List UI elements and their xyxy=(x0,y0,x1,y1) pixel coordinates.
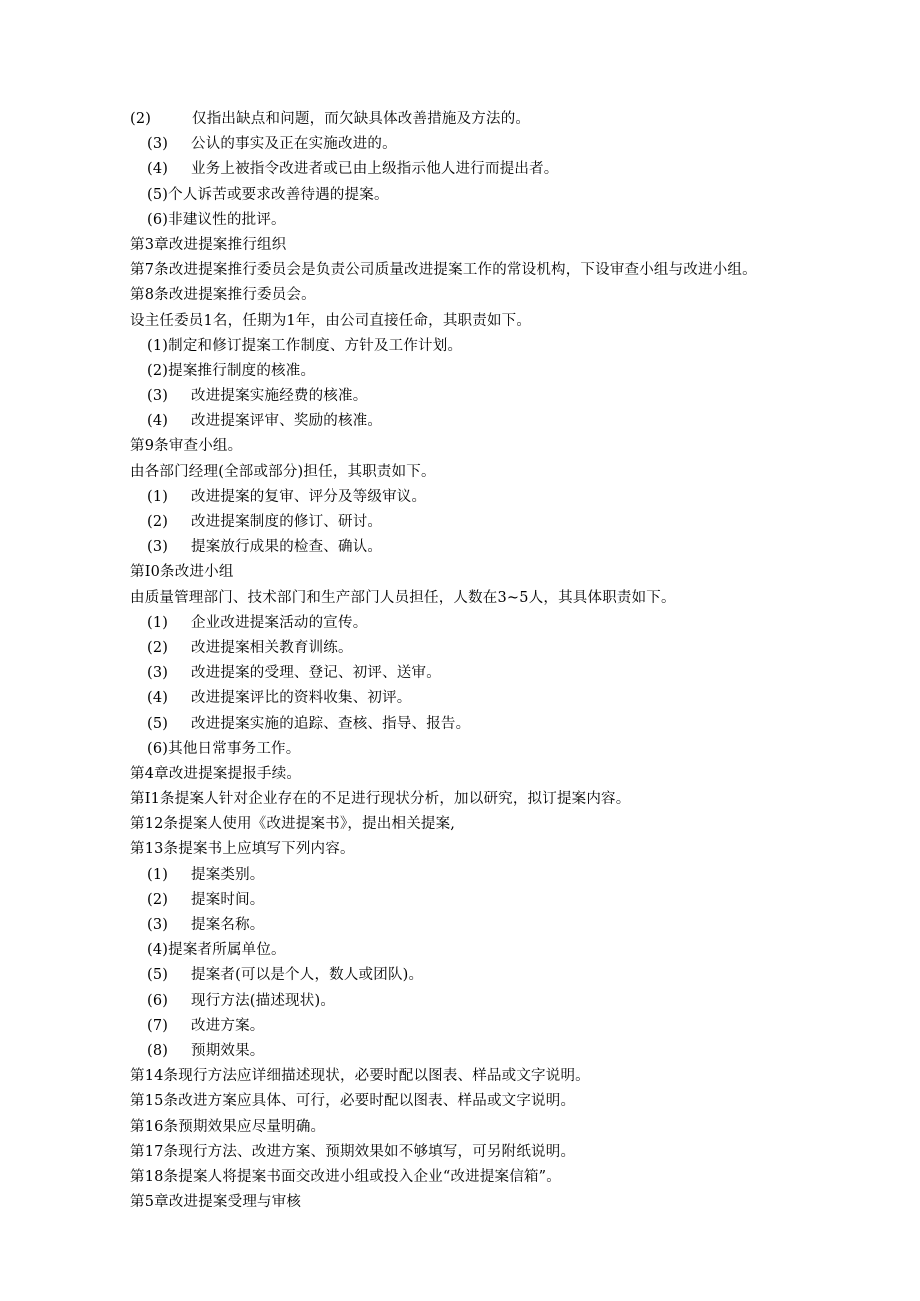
article-18: 第18条提案人将提案书面交改进小组或投入企业“改进提案信箱”。 xyxy=(130,1168,561,1185)
article-17: 第17条现行方法、改进方案、预期效果如不够填写，可另附纸说明。 xyxy=(130,1143,576,1160)
list-number: (2) xyxy=(147,891,169,908)
list-number: (3) xyxy=(147,665,169,682)
list-text: 预期效果。 xyxy=(191,1042,265,1059)
list-item-2 xyxy=(130,636,890,661)
list-number: (7) xyxy=(147,1017,169,1034)
list-text: 业务上被指令改进者或已由上级指示他人进行而提出者。 xyxy=(191,161,559,178)
list-item-3 xyxy=(130,384,890,409)
article-14: 第14条现行方法应详细描述现状，必要时配以图表、样品或文字说明。 xyxy=(130,1068,590,1085)
article-11: 第I1条提案人针对企业存在的不足进行现状分析，加以研究，拟订提案内容。 xyxy=(130,791,631,808)
list-text: 改进提案相关教育训练。 xyxy=(191,639,353,656)
list-number: (3) xyxy=(147,388,169,405)
list-number: (1) xyxy=(147,866,169,883)
list-text: 改进提案评审、奖励的核准。 xyxy=(191,413,383,430)
list-item-1: (1)制定和修订提案工作制度、方针及工作计划。 xyxy=(147,337,463,354)
list-text: 提案类别。 xyxy=(191,866,265,883)
list-number: (3) xyxy=(147,917,169,933)
article-9: 第9条审查小组。 xyxy=(130,438,243,455)
list-number: (3) xyxy=(147,539,169,556)
article-13: 第13条提案书上应填写下列内容。 xyxy=(130,841,355,858)
list-item-5: (5)个人诉苦或要求改善待遇的提案。 xyxy=(147,186,389,203)
list-item-3 xyxy=(130,913,890,938)
list-number: (5) xyxy=(147,967,169,984)
list-item-1 xyxy=(130,611,890,636)
list-item-2 xyxy=(130,107,890,132)
article-15: 第15条改进方案应具体、可行，必要时配以图表、样品或文字说明。 xyxy=(130,1093,576,1110)
chapter-3-heading: 第3章改进提案推行组织 xyxy=(130,236,287,253)
list-number: (1) xyxy=(147,488,169,505)
list-item-7 xyxy=(130,1014,890,1039)
list-number: (1) xyxy=(147,614,169,631)
list-number: (4) xyxy=(147,161,169,178)
list-text: 改进提案的复审、评分及等级审议。 xyxy=(191,488,427,505)
list-item-5 xyxy=(130,712,890,737)
list-number: (5) xyxy=(147,715,169,732)
list-text: 企业改进提案活动的宣传。 xyxy=(191,614,368,631)
list-item-4: (4)提案者所属单位。 xyxy=(147,942,286,959)
list-item-1 xyxy=(130,485,890,510)
list-item-2: (2)提案推行制度的核准。 xyxy=(147,362,316,379)
article-7: 第7条改进提案推行委员会是负责公司质量改进提案工作的常设机构，下设审查小组与改进小组。 xyxy=(130,262,757,279)
list-item-4 xyxy=(130,686,890,711)
list-item-6: (6)非建议性的批评。 xyxy=(147,211,286,228)
paragraph-improvement-group: 由质量管理部门、技术部门和生产部门人员担任，人数在3~5人，其具体职责如下。 xyxy=(130,589,676,606)
list-item-6 xyxy=(130,989,890,1014)
list-number: (2) xyxy=(130,111,152,127)
list-text: 改进提案制度的修订、研讨。 xyxy=(191,514,383,530)
list-text: 提案名称。 xyxy=(191,917,265,933)
list-item-1 xyxy=(130,863,890,888)
list-item-3 xyxy=(130,132,890,157)
list-text: 提案时间。 xyxy=(191,891,265,908)
list-number: (8) xyxy=(147,1042,169,1059)
list-item-2 xyxy=(130,510,890,535)
article-16: 第16条预期效果应尽量明确。 xyxy=(130,1118,326,1135)
article-8: 第8条改进提案推行委员会。 xyxy=(130,287,316,304)
list-text: 改进提案实施经费的核准。 xyxy=(191,388,368,405)
list-item-3 xyxy=(130,535,890,560)
list-item-5 xyxy=(130,963,890,988)
list-number: (6) xyxy=(147,992,169,1009)
list-number: (3) xyxy=(147,136,169,153)
list-item-3 xyxy=(130,661,890,686)
list-item-4 xyxy=(130,409,890,434)
list-number: (2) xyxy=(147,514,169,530)
paragraph-review-group: 由各部门经理(全部或部分)担任，其职责如下。 xyxy=(130,463,436,480)
list-text: 现行方法(描述现状)。 xyxy=(191,992,336,1009)
list-text: 改进提案评比的资料收集、初评。 xyxy=(191,690,412,707)
paragraph-chair: 设主任委员1名，任期为1年，由公司直接任命，其职责如下。 xyxy=(130,312,532,329)
chapter-4-heading: 第4章改进提案提报手续。 xyxy=(130,765,302,782)
document-body xyxy=(130,107,890,1215)
list-item-4 xyxy=(130,157,890,182)
list-text: 提案放行成果的检查、确认。 xyxy=(191,539,383,556)
list-item-2 xyxy=(130,888,890,913)
list-text: 公认的事实及正在实施改进的。 xyxy=(191,136,397,153)
list-text: 改进提案实施的追踪、查核、指导、报告。 xyxy=(191,715,471,732)
list-text: 提案者(可以是个人，数人或团队)。 xyxy=(191,967,424,984)
list-text: 改进方案。 xyxy=(191,1017,265,1034)
list-item-6: (6)其他日常事务工作。 xyxy=(147,740,301,757)
list-text: 改进提案的受理、登记、初评、送审。 xyxy=(191,665,441,682)
list-number: (2) xyxy=(147,639,169,656)
list-text: 仅指出缺点和问题，而欠缺具体改善措施及方法的。 xyxy=(192,111,531,127)
article-12: 第12条提案人使用《改进提案书》，提出相关提案, xyxy=(130,816,456,833)
chapter-5-heading: 第5章改进提案受理与审核 xyxy=(130,1194,302,1211)
list-number: (4) xyxy=(147,690,169,707)
list-item-8 xyxy=(130,1039,890,1064)
list-number: (4) xyxy=(147,413,169,430)
article-10: 第I0条改进小组 xyxy=(130,564,234,581)
